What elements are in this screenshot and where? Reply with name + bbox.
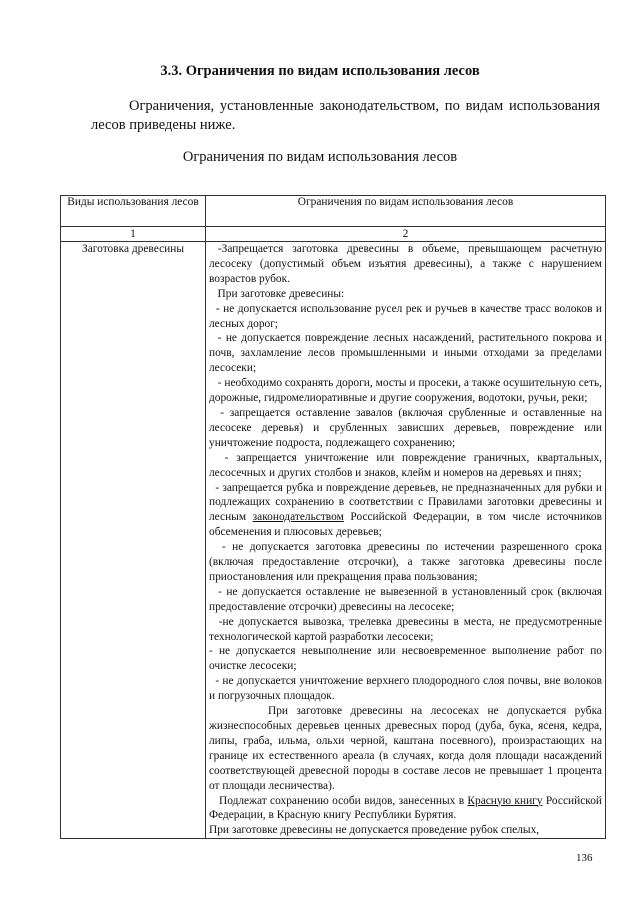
restriction-item: - запрещается рубка и повреждение деревьев, не предназначенных для рубки и подлежащих сохранению в соответствии с Правилами заготовки древесины и лесным законодательством Российской Федерации, в том числе источников обсеменения и плюсовых деревьев;	[209, 481, 603, 539]
restriction-item: - запрещается уничтожение или повреждение граничных, квартальных, лесосечных и других столбов и знаков, клейм и номеров на деревьях и пнях;	[209, 451, 602, 479]
restriction-item: - не допускается оставление не вывезенной в установленный срок (включая предоставление отсрочки) древесины на лесосеке;	[209, 585, 602, 613]
restriction-item: - не допускается использование русел рек и ручьев в качестве трасс волоков и лесных дорог;	[209, 302, 602, 330]
underlined-reference: Красную книгу	[467, 794, 543, 807]
table-row	[61, 242, 606, 839]
activity-cell: Заготовка древесины	[61, 242, 206, 839]
restriction-item: -Запрещается заготовка древесины в объеме, превышающем расчетную лесосеку (допустимый объем изъятия древесины), а также с нарушением возрастов рубок.	[209, 243, 602, 285]
restrictions-table	[60, 195, 606, 839]
restriction-item: - запрещается оставление завалов (включая срубленные и оставленные на лесосеке деревья) и срубленных зависших деревьев, повреждение или уничтожение подроста, подлежащего сохранению;	[209, 406, 602, 449]
table-number-row	[61, 227, 606, 242]
restriction-item: Подлежат сохранению особи видов, занесенных в Красную книгу Российской Федерации, в Красную книгу Республики Бурятия.	[209, 794, 602, 822]
table-caption: Ограничения по видам использования лесов	[182, 149, 458, 165]
restriction-item: - не допускается уничтожение верхнего плодородного слоя почвы, вне волоков и погрузочных площадок.	[209, 675, 602, 703]
restriction-item: При заготовке древесины:	[209, 287, 345, 300]
header-restrictions: Ограничения по видам использования лесов	[206, 196, 606, 227]
section-heading: 3.3. Ограничения по видам использования лесов	[160, 63, 480, 79]
header-activity-type: Виды использования лесов	[61, 196, 206, 227]
page-number: 136	[576, 852, 593, 864]
restriction-item: - не допускается заготовка древесины по истечении разрешенного срока (включая предоставление отсрочки), а также заготовка древесины после приостановления или прекращения права пользования;	[209, 541, 602, 583]
restrictions-cell	[206, 242, 606, 839]
table-header-row	[61, 196, 606, 227]
column-number-1: 1	[61, 227, 206, 242]
restriction-item: При заготовке древесины не допускается проведение рубок спелых,	[209, 824, 540, 837]
column-number-2: 2	[206, 227, 606, 242]
restriction-item: - необходимо сохранять дороги, мосты и просеки, а также осушительную сеть, дорожные, гидромелиоративные и другие сооружения, водотоки, ручьи, реки;	[209, 377, 602, 405]
restriction-item: - не допускается повреждение лесных насаждений, растительного покрова и почв, захламление лесов промышленными и иными отходами за пределами лесосеки;	[209, 332, 602, 375]
underlined-reference: законодательством	[252, 511, 344, 524]
restriction-item: -не допускается вывозка, трелевка древесины в места, не предусмотренные технологической картой разработки лесосеки;	[209, 615, 602, 643]
restriction-item: При заготовке древесины на лесосеках не допускается рубка жизнеспособных деревьев ценных древесных пород (дуба, бука, ясеня, кедра, липы, граба, ильма, ольхи черной, каштана посевного), произрастающих на границе их естественного ареала (в случаях, когда доля площади насаждений соответствующей древесной породы в составе лесов не превышает 1 процента от площади лесничества).	[209, 705, 602, 792]
restriction-item: - не допускается невыполнение или несвоевременное выполнение работ по очистке лесосеки;	[209, 645, 602, 673]
intro-paragraph: Ограничения, установленные законодательством, по видам использования лесов приведены ниже.	[91, 98, 600, 133]
